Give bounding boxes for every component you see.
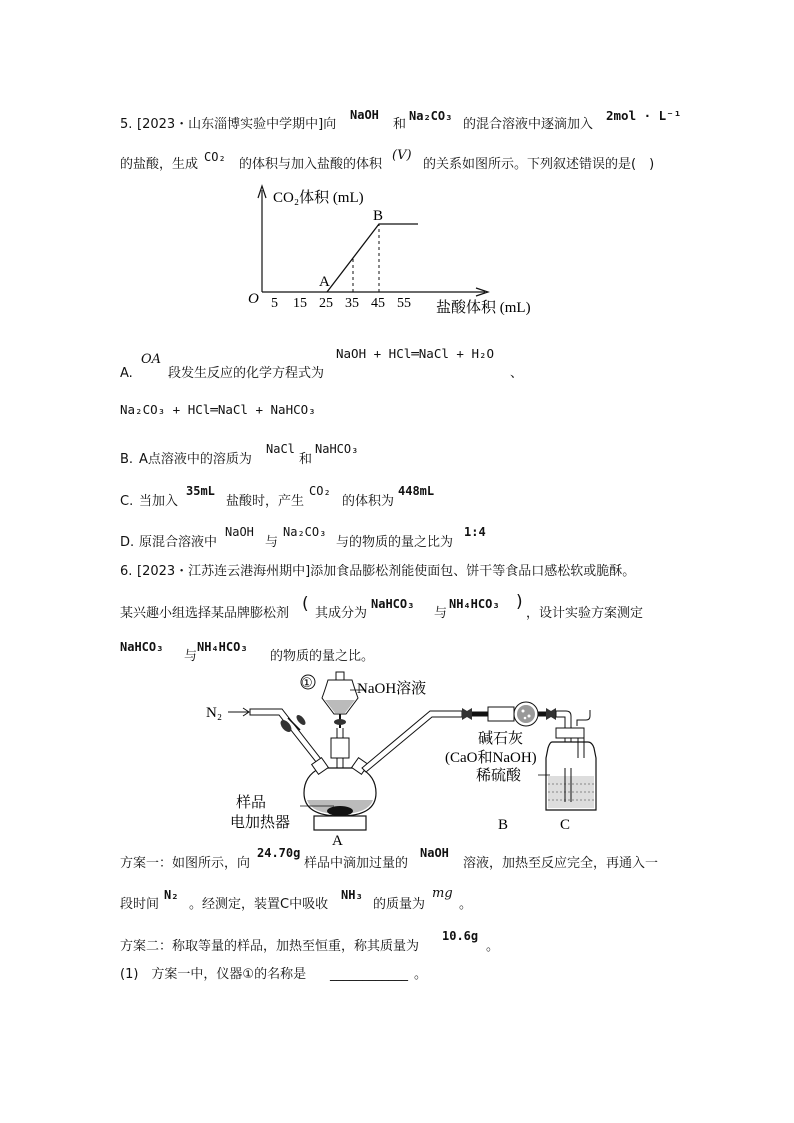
x-tick-55: 55 (397, 296, 411, 311)
plan2-t2: 。 (486, 939, 500, 954)
point-b-label: B (373, 208, 384, 224)
soda-lime-label: 碱石灰 (478, 731, 524, 747)
heater-label: 电加热器 (230, 815, 291, 831)
x-tick-25: 25 (319, 296, 333, 311)
plan1-t3: 溶液，加热至反应完全，再通入一 (463, 856, 659, 871)
n2-arrow (228, 708, 249, 716)
point-a-label: A (319, 274, 330, 290)
q5-and: 和 (393, 117, 407, 132)
plan1-t5: 。经测定，装置C中吸收 (189, 897, 329, 912)
option-d-t2: 与 (265, 535, 279, 550)
q6-line3: 的物质的量之比。 (270, 649, 375, 664)
option-d-t3: 与的物质的量之比为 (336, 535, 454, 550)
option-c-label: C. (120, 494, 134, 509)
plan1-t1: 方案一：如图所示，向 (120, 856, 251, 871)
apparatus-diagram (200, 668, 610, 849)
plan2-t1: 方案二：称取等量的样品，加热至恒重，称其质量为 (120, 939, 420, 954)
option-c-t1: 当加入 (139, 494, 179, 509)
label-b: B (498, 817, 509, 833)
sub1-answer-blank[interactable]: ____________ (330, 967, 408, 982)
x-tick-45: 45 (371, 296, 385, 311)
label-c: C (560, 817, 571, 833)
option-a-text: 段发生反应的化学方程式为 (168, 366, 325, 381)
plan1-n2: N₂ (164, 888, 179, 902)
q6-nh4hco3-2: NH₄HCO₃ (197, 640, 248, 654)
plan1-t7: 。 (459, 897, 473, 912)
y-axis-label: CO₂体积 (mL) (273, 190, 364, 206)
q6-and2: 与 (184, 649, 198, 664)
origin-label: O (248, 291, 259, 307)
label-a: A (332, 833, 343, 849)
option-b-nahco3: NaHCO₃ (315, 442, 359, 456)
option-c-co2: CO₂ (309, 484, 331, 498)
sample-pile (327, 806, 353, 816)
q6-nh4hco3: NH₄HCO₃ (449, 597, 500, 611)
plan1-mg: mg (432, 886, 453, 901)
plan2-mass: 10.6g (442, 929, 479, 943)
q5-co2: CO₂ (204, 150, 226, 164)
circle-1-label: ① (301, 675, 313, 690)
option-c-35ml: 35mL (186, 484, 215, 498)
sample-label: 样品 (236, 795, 267, 811)
plan1-t2: 样品中滴加过量的 (304, 856, 409, 871)
plan1-mass: 24.70g (257, 846, 301, 860)
q6-paren-open: ( (302, 594, 309, 614)
x-tick-35: 35 (345, 296, 359, 311)
plan1-t6: 的质量为 (373, 897, 426, 912)
option-d-label: D. (120, 535, 135, 550)
option-a-equation1: NaOH + HCl═NaCl + H₂O (336, 346, 495, 361)
sub1-end: 。 (414, 967, 428, 982)
dilute-acid-label: 稀硫酸 (476, 768, 522, 784)
plan1-t4: 段时间 (120, 897, 160, 912)
q5-naoh: NaOH (350, 108, 379, 122)
q5-volume-v: (V) (392, 148, 412, 163)
option-a-label: A. (120, 366, 133, 381)
n2-label: N₂ (206, 705, 223, 721)
q5-text2a: 的盐酸，生成 (120, 157, 199, 172)
electric-heater (314, 816, 366, 830)
q5-text1: 的混合溶液中逐滴加入 (463, 117, 594, 132)
option-c-448ml: 448mL (398, 484, 435, 498)
option-b-text: A点溶液中的溶质为 (139, 452, 252, 467)
q5-number: 5. (120, 117, 133, 132)
option-d-t1: 原混合溶液中 (139, 535, 218, 550)
x-tick-15: 15 (293, 296, 307, 311)
option-d-naoh: NaOH (225, 525, 254, 539)
option-d-na2co3: Na₂CO₃ (283, 525, 327, 539)
option-c-t3: 的体积为 (342, 494, 395, 509)
q6-line1: [2023・江苏连云港海州期中]添加食品膨松剂能使面包、饼干等食品口感松软或脆酥。 (137, 564, 636, 579)
q5-source: [2023・山东淄博实验中学期中]向 (137, 117, 337, 132)
co2-curve (327, 224, 418, 292)
option-b-nacl: NaCl (266, 442, 295, 456)
q6-line2b: 其成分为 (315, 606, 368, 621)
q5-text2c: 的关系如图所示。下列叙述错误的是( ) (423, 157, 655, 172)
option-b-and: 和 (299, 452, 313, 467)
option-a-oa: OA (141, 352, 162, 367)
option-a-equation2: Na₂CO₃ + HCl═NaCl + NaHCO₃ (120, 402, 316, 417)
option-c-t2: 盐酸时，产生 (226, 494, 305, 509)
plan1-naoh: NaOH (420, 846, 449, 860)
co2-volume-graph (240, 182, 570, 317)
q6-line2a: 某兴趣小组选择某品牌膨松剂 (120, 606, 290, 621)
option-a-sep: 、 (510, 366, 524, 381)
q6-nahco3-2: NaHCO₃ (120, 640, 164, 654)
x-axis-label: 盐酸体积 (mL) (436, 300, 531, 316)
naoh-solution-label: NaOH溶液 (357, 681, 427, 697)
q6-paren-close: ) (516, 592, 523, 612)
q5-text2b: 的体积与加入盐酸的体积 (239, 157, 383, 172)
q6-nahco3: NaHCO₃ (371, 597, 415, 611)
soda-lime-composition: (CaO和NaOH) (445, 750, 537, 766)
option-b-label: B. (120, 452, 134, 467)
q6-number: 6. (120, 564, 133, 579)
q6-line2c: ，设计实验方案测定 (526, 606, 644, 621)
option-d-ratio: 1:4 (464, 525, 486, 539)
x-tick-5: 5 (271, 296, 278, 311)
plan1-nh3: NH₃ (341, 888, 363, 902)
sub1-text: (1) 方案一中，仪器①的名称是 (120, 967, 307, 982)
q5-na2co3: Na₂CO₃ (409, 109, 453, 123)
q5-concentration: 2mol · L⁻¹ (606, 108, 682, 123)
q6-and: 与 (434, 606, 448, 621)
